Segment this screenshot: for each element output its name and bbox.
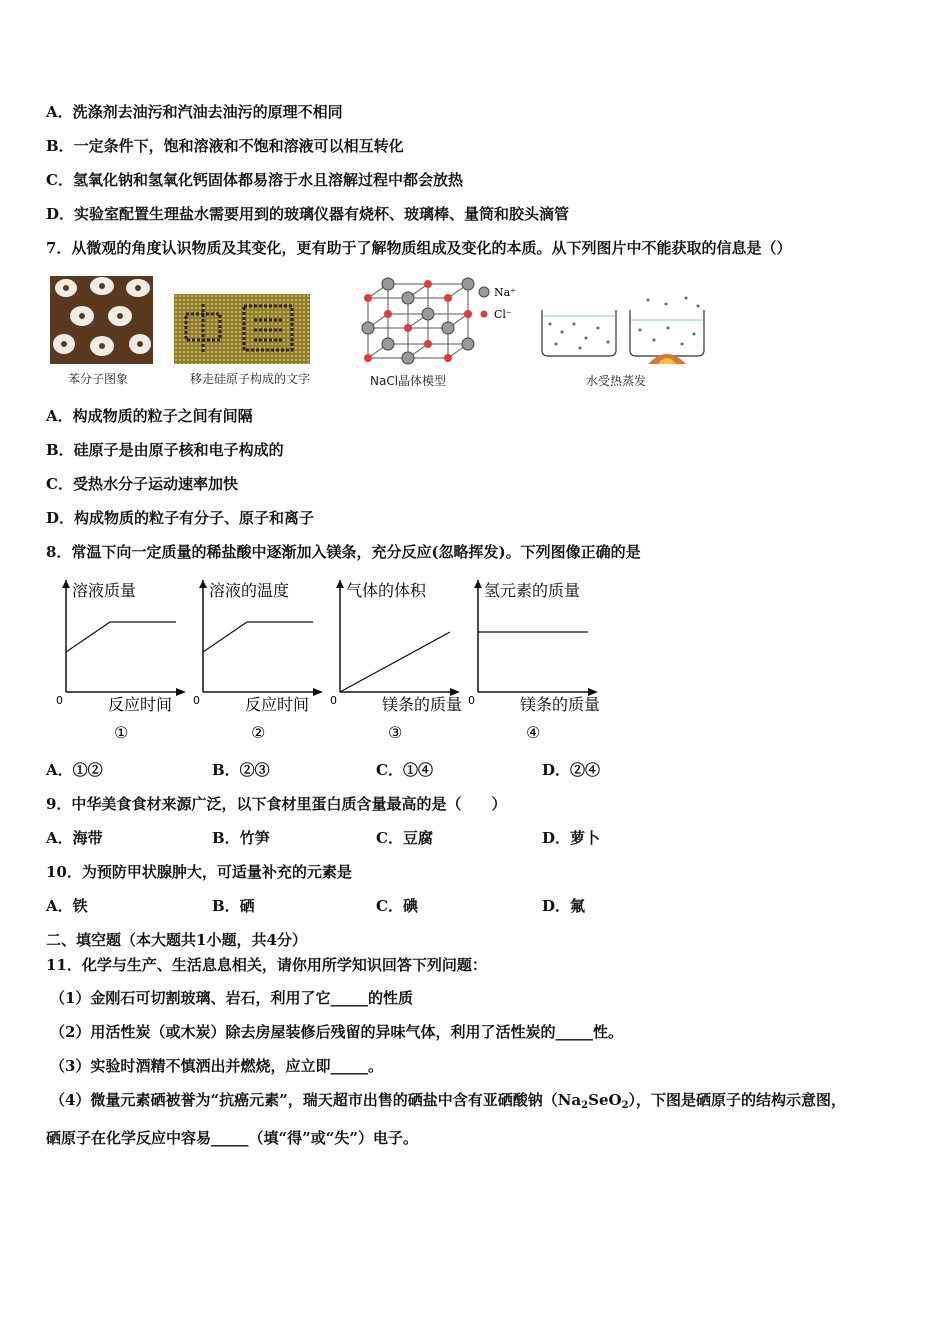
- graph-1-x-arrow: [176, 688, 186, 696]
- section-2-heading: 二、填空题（本大题共1小题，共4分）: [46, 931, 307, 949]
- graph-3-number: ③: [388, 723, 403, 742]
- q11-part-4-sub-1: 2: [581, 1100, 589, 1111]
- q6-option-d: D．实验室配置生理盐水需要用到的玻璃仪器有烧杯、玻璃棒、量筒和胶头滴管: [46, 205, 570, 223]
- q8-options: [46, 760, 766, 780]
- na-ion-legend-icon: [479, 287, 489, 297]
- cl-ion-label: Cl⁻: [494, 308, 512, 321]
- q11-part-3: （3）实验时酒精不慎洒出并燃烧，应立即_____。: [50, 1057, 383, 1075]
- graph-1-number: ①: [114, 723, 129, 742]
- q6-option-a: A．洗涤剂去油污和汽油去油污的原理不相同: [46, 103, 343, 121]
- graph-4-y-label: 氢元素的质量: [484, 581, 581, 600]
- q11-part-2: （2）用活性炭（或木炭）除去房屋装修后残留的异味气体，利用了活性炭的_____性。: [50, 1023, 623, 1041]
- graph-2-y-label: 溶液的温度: [209, 581, 290, 600]
- q7-option-b: B．硅原子是由原子核和电子构成的: [46, 441, 284, 459]
- q6-option-b: B．一定条件下，饱和溶液和不饱和溶液可以相互转化: [46, 137, 404, 155]
- graph-4-y-arrow: [474, 580, 482, 588]
- q9-option-b: B．竹笋: [212, 829, 270, 847]
- q11-part-4-text-a: （4）微量元素硒被誉为“抗癌元素”，瑞天超市出售的硒盐中含有亚硒酸钠（Na: [50, 1091, 582, 1109]
- q8-stem: 8．常温下向一定质量的稀盐酸中逐渐加入镁条，充分反应(忽略挥发)。下列图像正确的是: [46, 543, 641, 561]
- q11-part-4-text-c: ），下图是硒原子的结构示意图，: [628, 1091, 847, 1109]
- q9-option-d: D．萝卜: [542, 829, 601, 847]
- benzene-molecule-image: [50, 276, 153, 364]
- graph-3-x-label: 镁条的质量: [382, 695, 463, 714]
- graph-3-y-label: 气体的体积: [346, 581, 427, 600]
- q11-part-4-continued: 硒原子在化学反应中容易_____（填“得”或“失”）电子。: [46, 1129, 419, 1147]
- q11-part-4-text-b: SeO: [588, 1091, 622, 1109]
- graph-4-number: ④: [526, 723, 541, 742]
- graph-1-y-arrow: [62, 580, 70, 588]
- q11-stem: 11．化学与生产、生活息息相关，请你用所学知识回答下列问题：: [46, 956, 487, 974]
- caption-benzene: 苯分子图象: [68, 372, 129, 386]
- q9-option-a: A．海带: [46, 829, 103, 847]
- silicon-atoms-image: [174, 294, 310, 364]
- q8-graphs: [40, 572, 620, 748]
- q7-option-a: A．构成物质的粒子之间有间隔: [46, 407, 253, 425]
- q6-option-c: C．氢氧化钠和氢氧化钙固体都易溶于水且溶解过程中都会放热: [46, 171, 463, 189]
- q8-option-a: A．①②: [46, 761, 103, 779]
- graph-1-series-line: [66, 622, 176, 652]
- q9-options: [46, 828, 766, 848]
- q10-option-a: A．铁: [46, 897, 88, 915]
- caption-nacl: NaCl晶体模型: [370, 374, 447, 388]
- graph-1-origin-label: 0: [56, 694, 63, 707]
- q7-option-c: C．受热水分子运动速率加快: [46, 475, 238, 493]
- graph-2-x-label: 反应时间: [245, 695, 310, 714]
- q7-option-d: D．构成物质的粒子有分子、原子和离子: [46, 509, 315, 527]
- q10-stem: 10．为预防甲状腺肿大，可适量补充的元素是: [46, 863, 352, 881]
- graph-2-series-line: [203, 622, 313, 652]
- q9-option-c: C．豆腐: [376, 829, 433, 847]
- graph-1-y-label: 溶液质量: [72, 581, 137, 600]
- q10-option-c: C．碘: [376, 897, 418, 915]
- q11-part-4-sub-2: 2: [621, 1100, 629, 1111]
- graph-2-y-arrow: [199, 580, 207, 588]
- caption-water: 水受热蒸发: [586, 374, 647, 388]
- water-evaporation-image: [536, 294, 712, 372]
- graph-3-origin-label: 0: [330, 694, 337, 707]
- graph-2-origin-label: 0: [193, 694, 200, 707]
- q10-options: [46, 896, 766, 916]
- graph-2-number: ②: [251, 723, 266, 742]
- q11-part-4: [50, 1090, 846, 1116]
- q11-part-1: （1）金刚石可切割玻璃、岩石，利用了它_____的性质: [50, 989, 413, 1007]
- na-ion-label: Na⁺: [494, 286, 516, 299]
- graph-2-x-arrow: [313, 688, 323, 696]
- q8-option-b: B．②③: [212, 761, 270, 779]
- q9-stem: 9．中华美食食材来源广泛，以下食材里蛋白质含量最高的是（ ）: [46, 795, 507, 813]
- caption-silicon: 移走硅原子构成的文字: [190, 372, 311, 386]
- graph-3-series-line: [340, 632, 450, 692]
- graph-4-x-label: 镁条的质量: [520, 695, 601, 714]
- graph-3-y-arrow: [336, 580, 344, 588]
- q8-option-d: D．②④: [542, 761, 601, 779]
- graph-1-x-label: 反应时间: [108, 695, 173, 714]
- q7-stem: 7．从微观的角度认识物质及其变化，更有助于了解物质组成及变化的本质。从下列图片中不能获取的信息是（）: [46, 239, 792, 257]
- q10-option-b: B．硒: [212, 897, 255, 915]
- nacl-crystal-model: [360, 270, 520, 370]
- q8-option-c: C．①④: [376, 761, 433, 779]
- graph-4-origin-label: 0: [468, 694, 475, 707]
- q10-option-d: D．氟: [542, 897, 586, 915]
- cl-ion-legend-icon: [481, 311, 488, 318]
